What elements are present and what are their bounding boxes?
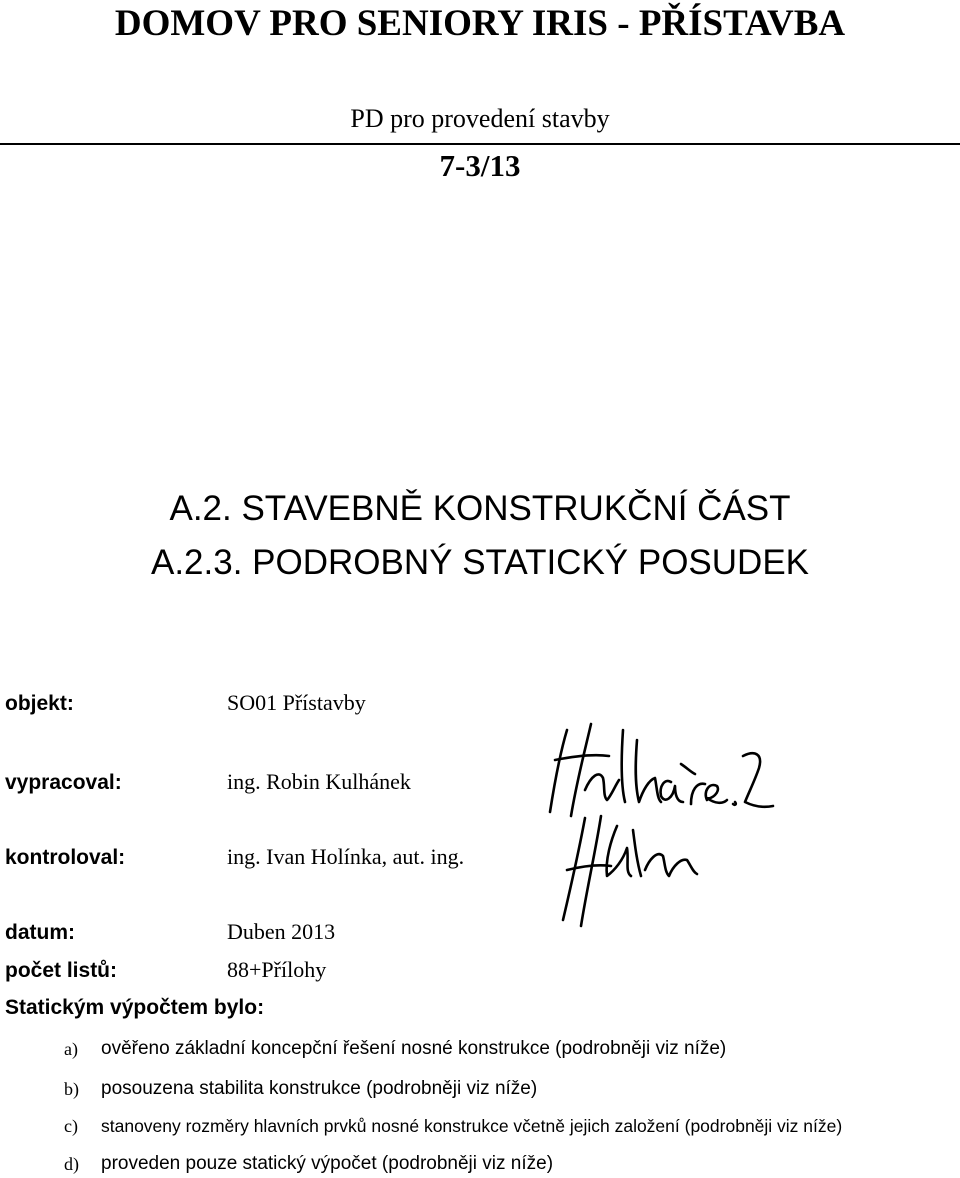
list-item-letter: d)	[64, 1154, 79, 1174]
pocet-listu-value: 88+Přílohy	[227, 957, 327, 982]
section-heading-1: A.2. STAVEBNĚ KONSTRUKČNÍ ČÁST	[169, 489, 791, 528]
objekt-label: objekt:	[5, 692, 74, 715]
document-title: DOMOV PRO SENIORY IRIS - PŘÍSTAVBA	[114, 3, 846, 44]
document-subtitle: PD pro provedení stavby	[350, 104, 610, 133]
kontroloval-label: kontroloval:	[5, 846, 126, 869]
section-heading-2: A.2.3. PODROBNÝ STATICKÝ POSUDEK	[150, 543, 810, 582]
calc-heading: Statickým výpočtem bylo:	[5, 996, 265, 1019]
list-item-letter: c)	[64, 1116, 78, 1136]
list-item-text: proveden pouze statický výpočet (podrobněji viz níže)	[101, 1153, 554, 1174]
project-number: 7-3/13	[439, 148, 521, 183]
horizontal-rule	[0, 143, 960, 145]
objekt-value: SO01 Přístavby	[227, 690, 366, 715]
list-item-letter: b)	[64, 1079, 79, 1099]
list-item-letter: a)	[64, 1039, 78, 1059]
datum-value: Duben 2013	[227, 919, 336, 944]
vypracoval-value: ing. Robin Kulhánek	[227, 769, 411, 794]
pocet-listu-label: počet listů:	[5, 959, 118, 982]
handwritten-signature	[545, 720, 785, 932]
list-item-text: stanoveny rozměry hlavních prvků nosné konstrukce včetně jejich založení (podrobněji viz níže)	[101, 1116, 843, 1136]
list-item-text: ověřeno základní koncepční řešení nosné konstrukce (podrobněji viz níže)	[101, 1038, 727, 1059]
kontroloval-value: ing. Ivan Holínka, aut. ing.	[227, 844, 465, 869]
list-item-text: posouzena stabilita konstrukce (podrobněji viz níže)	[101, 1078, 538, 1099]
datum-label: datum:	[5, 921, 75, 944]
vypracoval-label: vypracoval:	[5, 771, 122, 794]
